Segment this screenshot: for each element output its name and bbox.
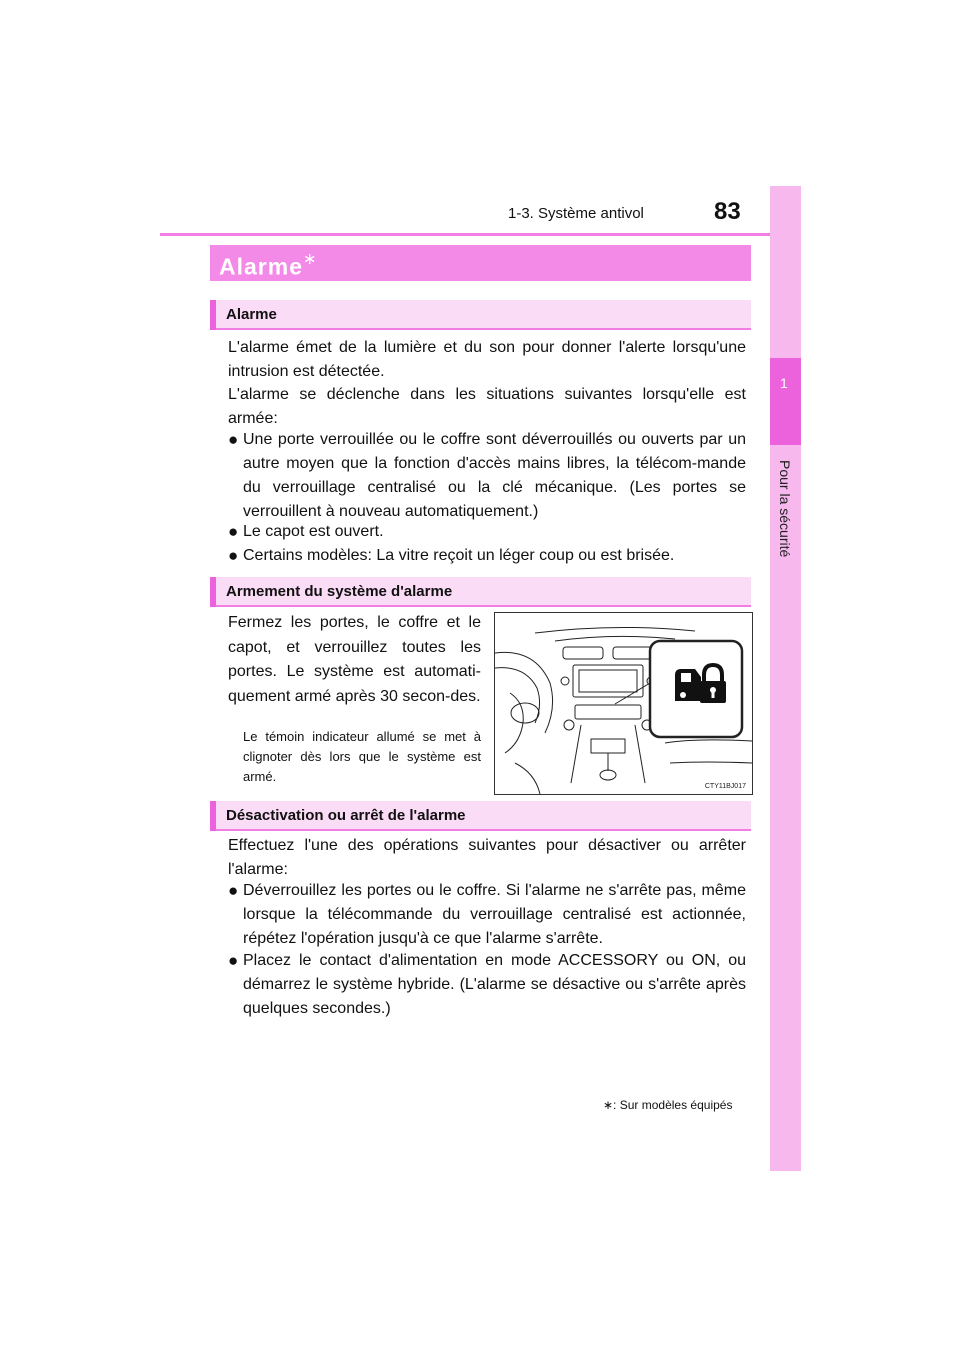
dashboard-illustration (494, 612, 753, 795)
bullet-icon: ● (228, 881, 239, 900)
dashboard-drawing (495, 613, 752, 794)
list-item (228, 879, 746, 951)
section-heading-label: Désactivation ou arrêt de l'alarme (226, 807, 466, 824)
list-item (228, 520, 746, 544)
chapter-number: 1 (780, 375, 788, 391)
disarming-intro: Effectuez l'une des opérations suivantes pour désactiver ou arrêter l'alarme: (228, 837, 746, 878)
arming-note: Le témoin indicateur allumé se met à clignoter dès lors que le système est armé. (243, 729, 481, 784)
section-heading-label: Armement du système d'alarme (226, 583, 453, 600)
list-item-text: Certains modèles: La vitre reçoit un léger coup ou est brisée. (243, 547, 675, 564)
section-marker (210, 801, 216, 831)
section-heading-arming (210, 577, 751, 607)
section-marker (210, 300, 216, 330)
alarm-trigger-intro: L'alarme se déclenche dans les situations suivantes lorsqu'elle est armée: (228, 386, 746, 427)
bullet-icon: ● (228, 522, 239, 541)
list-item-text: Une porte verrouillée ou le coffre sont déverrouillés ou ouverts par un autre moyen que la fonction d'accès mains libres, la télécom-mande du verrouillage centralisé ou la clé mécanique. (Les portes se verrouillent à nouveau automatiquement.) (243, 431, 746, 520)
figure-code: CTY11BJ017 (704, 783, 746, 790)
list-item-text: Déverrouillez les portes ou le coffre. Si l'alarme ne s'arrête pas, même lorsque la télécommande du verrouillage centralisé est actionnée, répétez l'opération jusqu'à ce que l'alarme s'arrête. (243, 882, 746, 947)
arming-instructions: Fermez les portes, le coffre et le capot, et verrouillez toutes les portes. Le système est automati-quement armé après 30 secon-des. (228, 614, 481, 705)
bullet-icon: ● (228, 546, 239, 565)
bullet-icon: ● (228, 951, 239, 970)
alarm-intro: L'alarme émet de la lumière et du son pour donner l'alerte lorsqu'une intrusion est détectée. (228, 339, 746, 380)
chapter-label: Pour la sécurité (777, 460, 793, 558)
list-item (228, 949, 746, 1021)
section-heading-alarm (210, 300, 751, 330)
header-rule (160, 233, 800, 236)
chapter-tab-highlight (770, 358, 801, 445)
running-header: 1-3. Système antivol (508, 205, 644, 222)
list-item (228, 544, 746, 568)
footnote: ∗: Sur modèles équipés (603, 1098, 733, 1112)
section-marker (210, 577, 216, 607)
equipped-mark: ∗ (302, 251, 318, 268)
section-heading-label: Alarme (226, 306, 277, 323)
page-title (219, 251, 317, 281)
list-item (228, 428, 746, 524)
bullet-icon: ● (228, 430, 239, 449)
section-heading-disarming (210, 801, 751, 831)
list-item-text: Placez le contact d'alimentation en mode ACCESSORY ou ON, ou démarrez le système hybride. (L'alarme se désactive ou s'arrête après quelques secondes.) (243, 952, 746, 1017)
list-item-text: Le capot est ouvert. (243, 523, 384, 540)
page-number: 83 (714, 198, 741, 225)
page-title-text: Alarme (219, 253, 303, 280)
chapter-side-tab (770, 186, 801, 1171)
